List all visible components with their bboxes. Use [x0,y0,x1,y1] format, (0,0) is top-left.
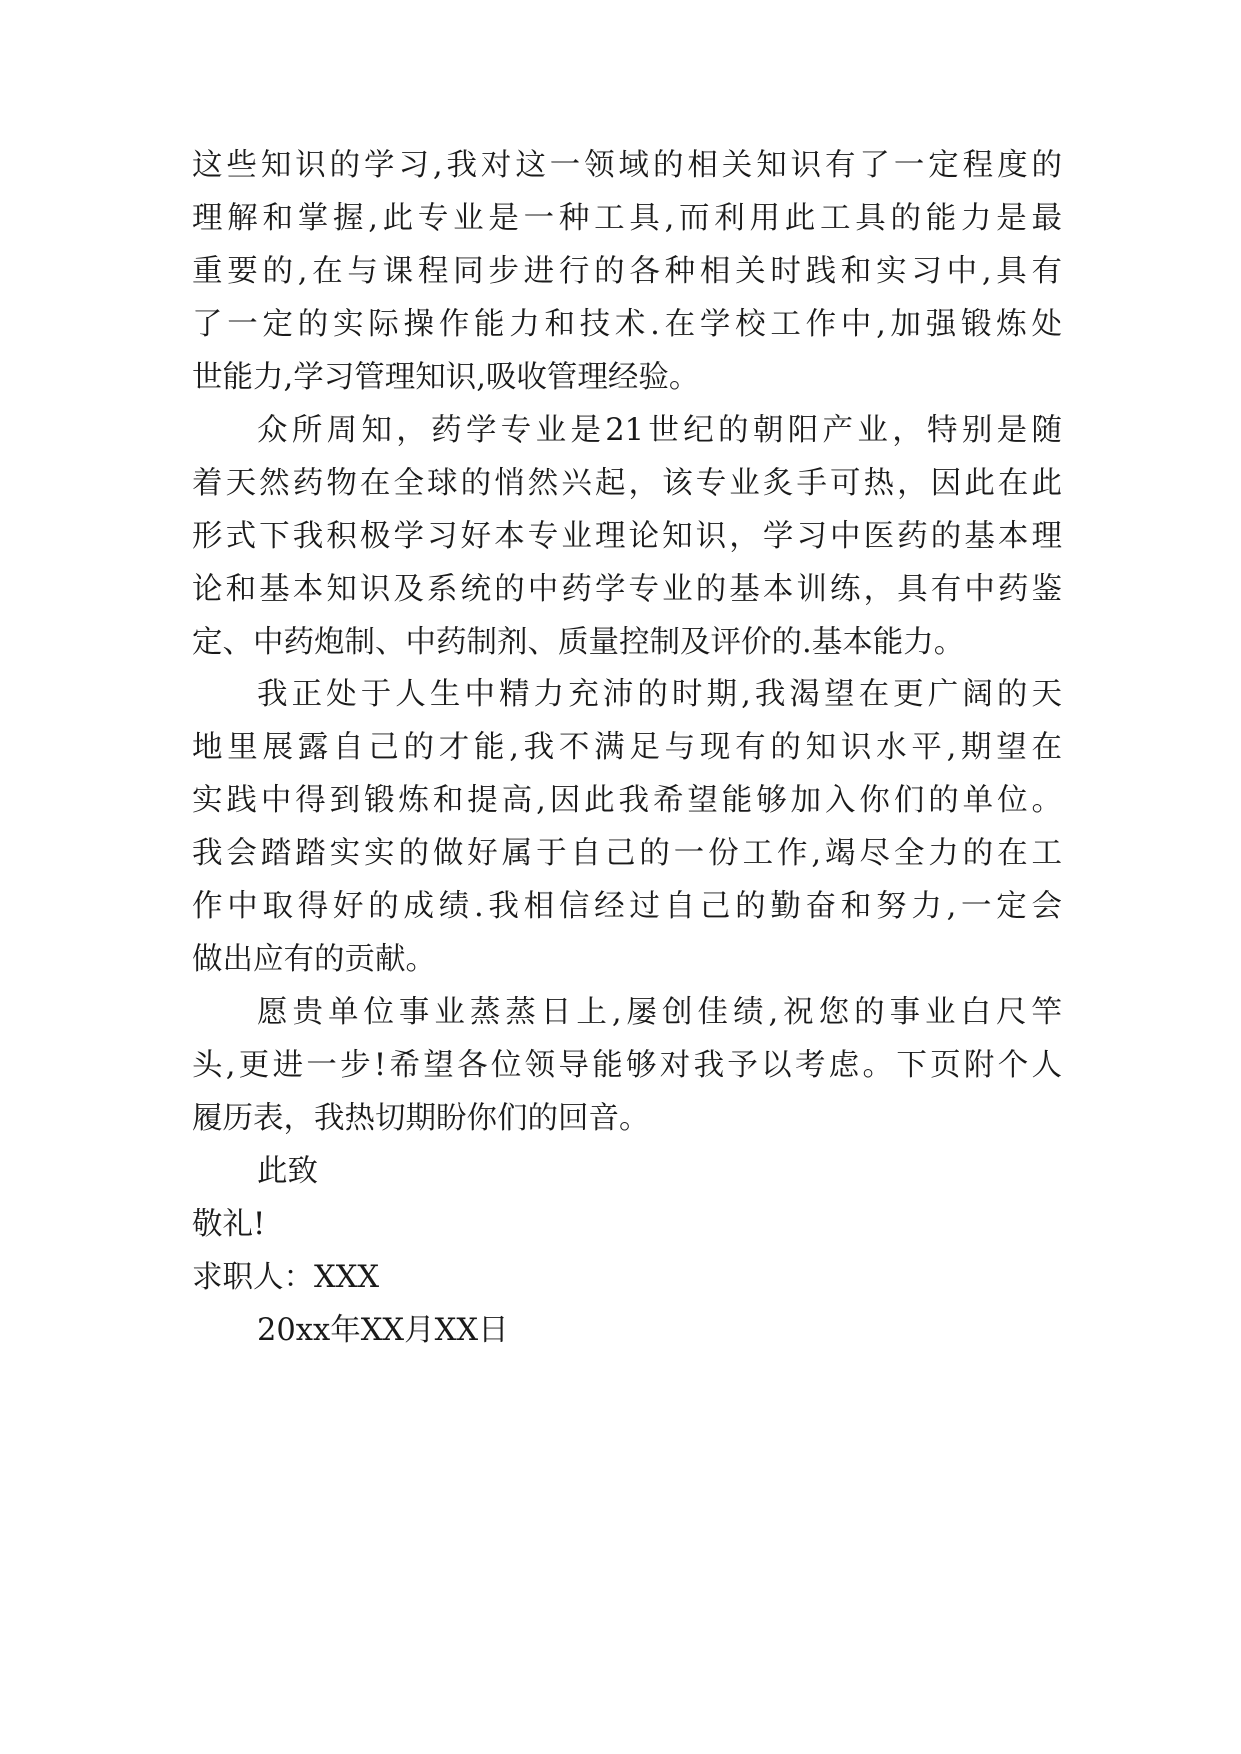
paragraph-4-line-2: 头,更进一步!希望各位领导能够对我予以考虑。下页附个人 [192,1048,1062,1083]
paragraph-3-line-1: 我正处于人生中精力充沛的时期,我渴望在更广阔的天 [257,677,1062,712]
paragraph-3-line-3: 实践中得到锻炼和提高,因此我希望能够加入你们的单位。 [192,783,1062,818]
closing-salutation: 此致 [257,1154,318,1189]
date: 20xx年XX月XX日 [257,1313,509,1348]
paragraph-3-line-5: 作中取得好的成绩.我相信经过自己的勤奋和努力,一定会 [192,889,1062,924]
paragraph-2-line-5: 定、中药炮制、中药制剂、质量控制及评价的.基本能力。 [192,625,965,660]
paragraph-1-line-4: 了一定的实际操作能力和技术.在学校工作中,加强锻炼处 [192,307,1062,342]
paragraph-4-line-1: 愿贵单位事业蒸蒸日上,屡创佳绩,祝您的事业白尺竿 [257,995,1062,1030]
paragraph-3-line-6: 做出应有的贡献。 [192,942,436,977]
paragraph-1-line-2: 理解和掌握,此专业是一种工具,而利用此工具的能力是最 [192,201,1062,236]
paragraph-4-line-3: 履历表，我热切期盼你们的回音。 [192,1101,650,1136]
paragraph-1-line-3: 重要的,在与课程同步进行的各种相关时践和实习中,具有 [192,254,1062,289]
paragraph-1-line-5: 世能力,学习管理知识,吸收管理经验。 [192,360,700,395]
paragraph-1-line-1: 这些知识的学习,我对这一领域的相关知识有了一定程度的 [192,148,1062,183]
closing-regards: 敬礼! [192,1207,266,1242]
paragraph-2-line-3: 形式下我积极学习好本专业理论知识，学习中医药的基本理 [192,519,1062,554]
paragraph-3-line-2: 地里展露自己的才能,我不满足与现有的知识水平,期望在 [192,730,1062,765]
paragraph-2-line-2: 着天然药物在全球的悄然兴起，该专业炙手可热，因此在此 [192,466,1062,501]
signature: 求职人：XXX [192,1260,380,1295]
paragraph-3-line-4: 我会踏踏实实的做好属于自己的一份工作,竭尽全力的在工 [192,836,1062,871]
paragraph-2-line-1: 众所周知，药学专业是21世纪的朝阳产业，特别是随 [257,413,1062,448]
paragraph-2-line-4: 论和基本知识及系统的中药学专业的基本训练，具有中药鉴 [192,572,1062,607]
